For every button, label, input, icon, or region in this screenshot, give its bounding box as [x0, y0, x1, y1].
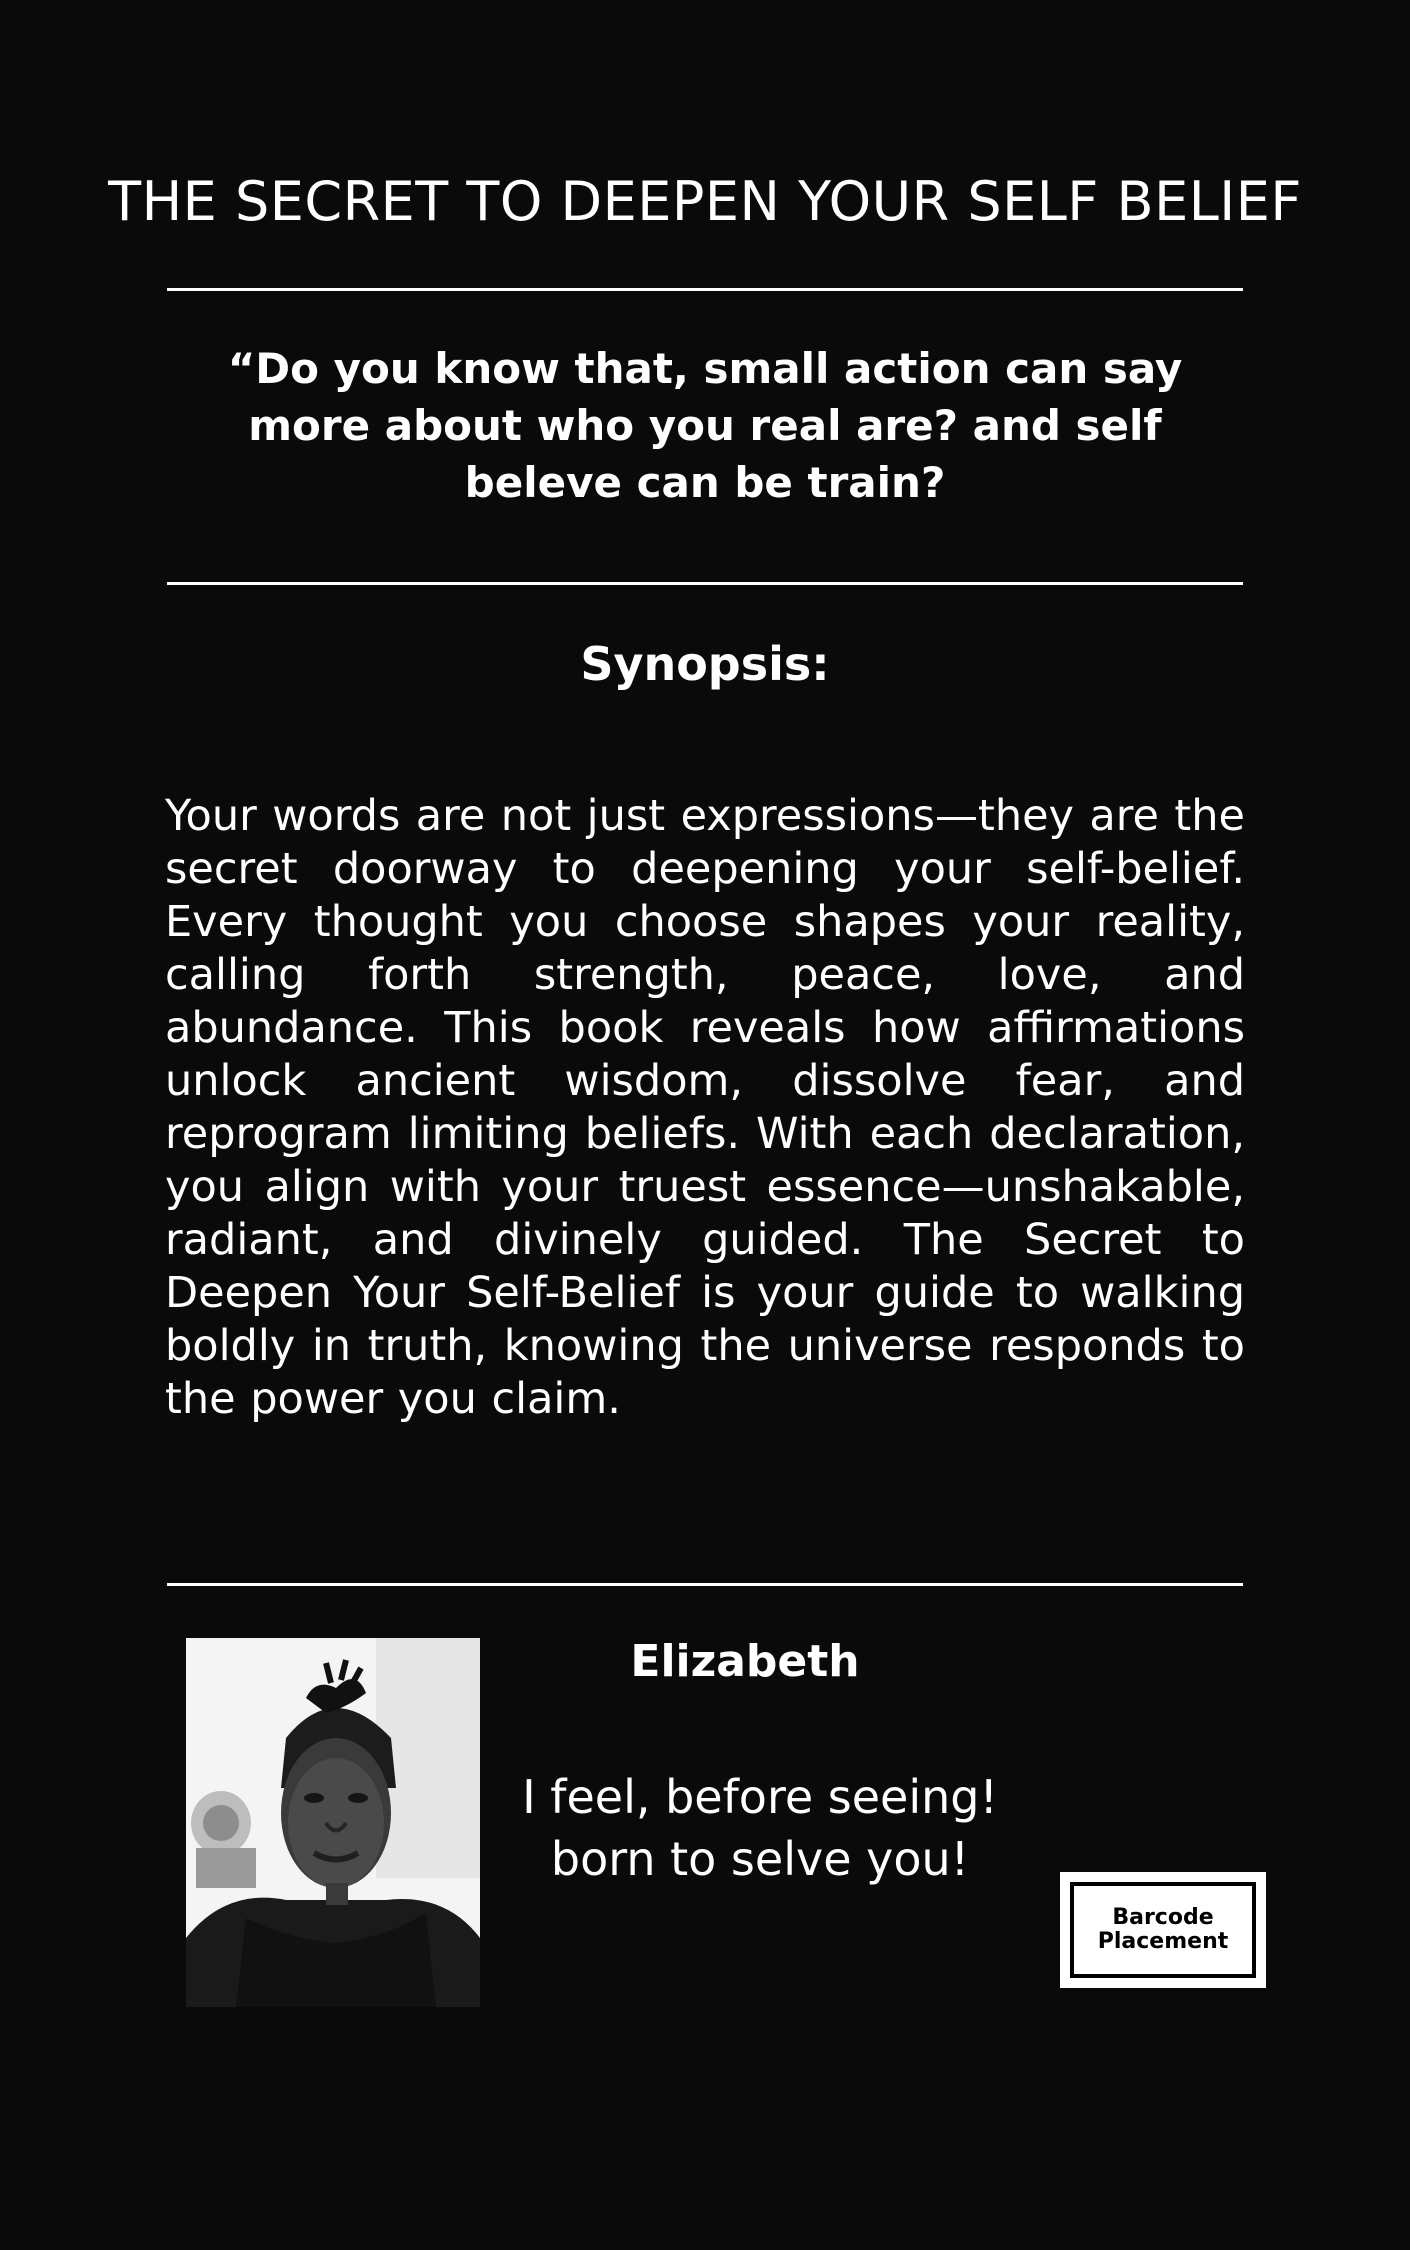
tagline-quote: “Do you know that, small action can say more about who you real are? and self beleve can be train? [227, 344, 1183, 507]
divider-top [167, 288, 1243, 291]
barcode-label-line-1: Barcode [1112, 1905, 1214, 1930]
book-title: THE SECRET TO DEEPEN YOUR SELF BELIEF [108, 170, 1302, 233]
barcode-label-line-2: Placement [1097, 1929, 1229, 1954]
author-photo [186, 1638, 480, 2007]
author-tagline [500, 1766, 1020, 1890]
author-tagline-line-2: born to selve you! [550, 1832, 970, 1886]
author-name: Elizabeth [630, 1636, 860, 1687]
synopsis-text: Your words are not just expressions—they are the secret doorway to deepening your self-belief. Every thought you choose shapes your reality, calling forth strength, peace, love, and abundance. This book reveals how affirmations unlock ancient wisdom, dissolve fear, and reprogram limiting beliefs. With each declaration, you align with your truest essence—unshakable, radiant, and divinely guided. The Secret to Deepen Your Self-Belief is your guide to walking boldly in truth, knowing the universe responds to the power you claim. [165, 791, 1245, 1424]
divider-bottom [167, 1583, 1243, 1586]
author-tagline-line-1: I feel, before seeing! [522, 1770, 998, 1824]
divider-middle [167, 582, 1243, 585]
synopsis-heading: Synopsis: [580, 637, 830, 691]
barcode-placement-frame [1070, 1882, 1256, 1978]
barcode-placement-box [1060, 1872, 1266, 1988]
author-portrait-image [186, 1638, 480, 2007]
